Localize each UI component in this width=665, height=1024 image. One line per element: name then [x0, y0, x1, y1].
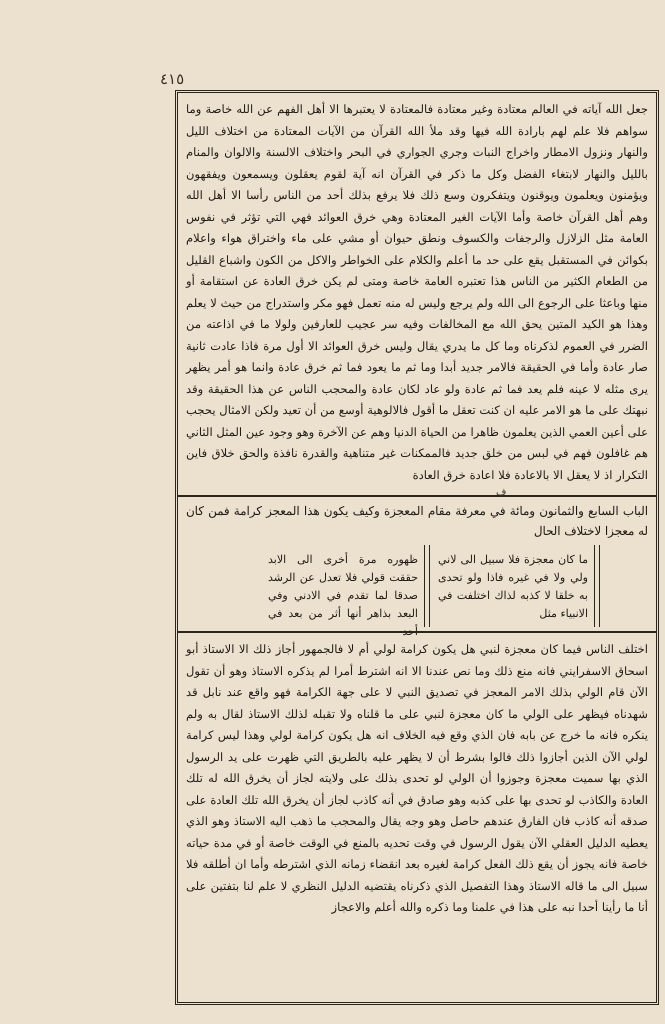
- margin-mark: ف: [496, 487, 507, 498]
- poem-rule-outer: [594, 545, 600, 627]
- page-number: ٤١٥: [160, 70, 185, 88]
- poem-rule-middle: [424, 545, 430, 627]
- top-text-block: جعل الله آياته في العالم معتادة وغير معتادة فالمعتادة لا يعتبرها الا أهل الفهم عن الله خاصة وما سواهم فلا علم لهم بارادة الله فيها وقد ملأ الله القرآن من الآيات المعتادة من اختلاف الليل والنهار ونزول الامطار واخراج النبات وجري الجواري في البحر واختلاف الالسنة والالوان والمنام بالليل والنهار لابتغاء الفضل وكل ما ذكر في القرآن انه آية لقوم يعقلون ويسمعون ويفقهون ويؤمنون ويعلمون ويوقنون ويتفكرون وسع ذلك فلا يرفع بذلك أحد من الناس رأسا الا أهل الله وهم أهل القرآن خاصة وأما الآيات الغير المعتادة وهي خرق العوائد فهي التي تؤثر في نفوس العامة مثل الزلازل والرجفات والكسوف ونطق حيوان أو مشي على ماء واختراق هواء واعلام بكوائن في المستقبل يقع على حد ما أعلم والكلام على الخواطر والاكل من الكون واشباع القليل من الطعام الكثير من الناس هذا تعتبره العامة خاصة ومتى لم يكن خرق العادة عن استقامة أو منها وباعثا على الرجوع الى الله ولم يرجع وليس له منه تعمل فهو مكر واستدراج من حيث لا يعلم وهذا هو الكيد المتين يحق الله مع المخالفات وفيه سر عجيب للعارفين ولولا ما في اذاعته من الضرر في العموم لذكرناه وما كل ما يدري يقال وليس خرق العوائد الا أول مرة فاذا عادت ثانية صار عادة وأما في الحقيقة فالامر جديد أبدا وما ثم ما يعود فما ثم خرق عادة وانما هو أمر يظهر يرى مثله لا عينه فلم يعد فما ثم عادة ولو عاد لكان عادة والمحجب الناس عن هذا الحقيقة وقد نبهتك على ما هو الامر عليه ان كنت تعقل ما أقول فالالوهية أوسع من أن تعيد ولكن الامثال يحجب على أعين العمي الذين يعلمون ظاهرا من الحياة الدنيا وهم عن الآخرة وهو وجود عين المثل الثاني هم غافلون فهم في لبس من خلق جديد فالممكنات غير متناهية والقدرة نافذة والحق خلاق فاين التكرار اذ لا يعقل الا بالاعادة فلا اعادة خرق العادة: [186, 102, 648, 482]
- divider-bottom: [178, 631, 656, 633]
- page-frame: [175, 90, 659, 1005]
- bottom-text-block: اختلف الناس فيما كان معجزة لنبي هل يكون كرامة لولي أم لا فالجمهور أجاز ذلك الا الاستاذ أبو اسحاق الاسفرايني فانه منع ذلك وما نص عندنا الا انه اشترط أمرا لم يذكره الاستاذ وهو أن تقول الآن قام الولي بذلك الامر المعجز في تصديق النبي لا على جهة الكرامة فهو واقع عند نابل قد شهدناه فيظهر على الولي ما كان معجزة لنبي على ما قلناه ولا تقبله لذلك الاستاذ لقال به ولم ينكره فانه ما خرج عن بابه فان الذي وقع فيه الخلاف انه هل يكون كرامة لولي وهذا ليس كرامة لولي الآن الذين أجازوا ذلك فالوا بشرط أن لا يظهر عليه بالطريق التي ظهرت على يد الرسول الذي بها سميت معجزة وجوزوا أن الولي لو تحدى بذلك على ولايته لجاز أن يخرق الله له تلك العادة والكاذب لو تحدى بها على كذبه وهو صادق في أنه كاذب لجاز أن يخرق الله تلك العادة على صدقه أنه كاذب فان الفارق عندهم حاصل وهو وجه يقال والمحجب ما ذهب اليه الاستاذ وهو الذي يعطيه الدليل العقلي الآن يقول الرسول في وقت تحديه بالمنع في الوقت خاصة أو في مدة حياته خاصة فانه يجوز أن يقع ذلك الفعل كرامة لغيره بعد انقضاء زمانه الذي اشترطه وأما ان أطلقه فلا سبيل الى ما قاله الاستاذ وهذا التفصيل الذي ذكرناه يقتضيه الدليل النظري لا علم لنا بتفتين على أنا ما رأينا أحدا نبه على هذا في علمنا وما ذكره والله أعلم والاعجاز: [186, 642, 648, 914]
- poem-area: [186, 545, 648, 638]
- poem-column-left: ظهوره مرة أخرى الى الابد حققت قولي فلا تعدل عن الرشد صدقا لما تقدم في الادني وفي البعد بذاهر أنها أثر من بعد في أحد: [268, 553, 418, 638]
- poem-column-right: ما كان معجزة فلا سبيل الى لاني ولي ولا في غيره فاذا ولو تحدى به خلقا لا كذبه لذاك اختلفت في الانبياء مثل: [438, 553, 588, 620]
- divider-top: [178, 495, 656, 497]
- chapter-heading: الباب السابع والثمانون ومائة في معرفة مقام المعجزة وكيف يكون هذا المعجز كرامة فمن كان له معجزا لاختلاف الحال: [186, 504, 648, 538]
